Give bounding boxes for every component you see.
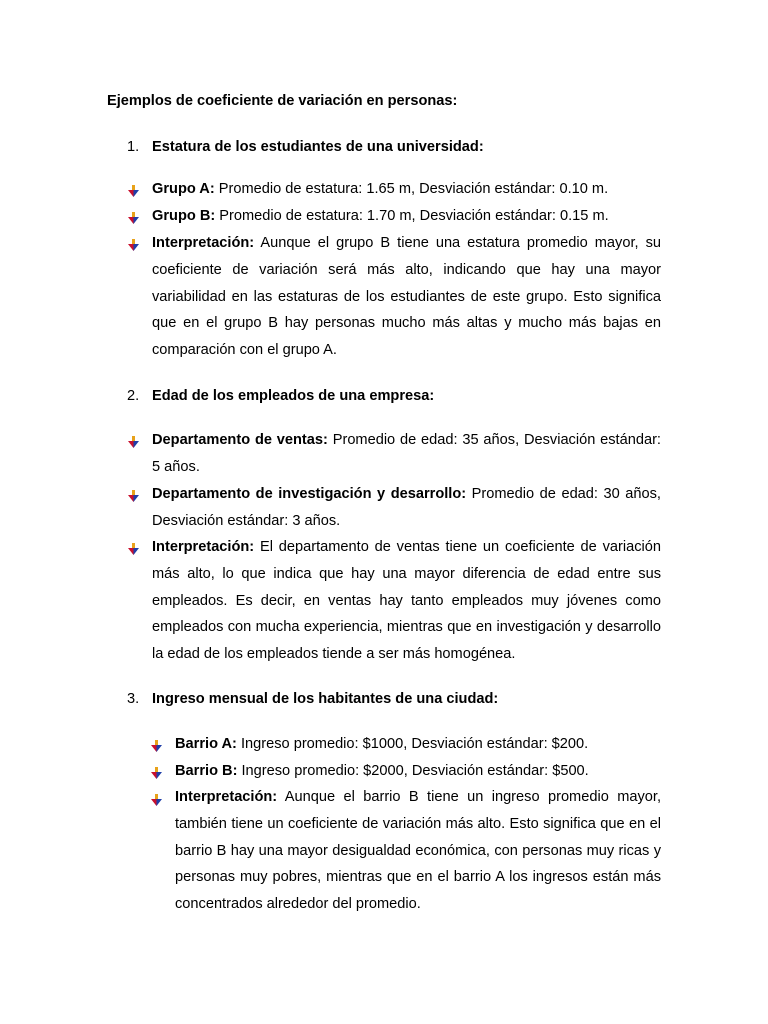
item-label: Departamento de ventas: (152, 432, 328, 448)
section-number: 2. (127, 388, 140, 404)
item-text: Aunque el grupo B tiene una estatura promedio mayor, su coeficiente de variación será más alto, indicando que hay una mayor variabilidad en las estaturas de los estudiantes de este grupo. Esto significa que en el grupo B hay personas mucho más altas y mucho más bajas en comparación con el grupo A. (152, 235, 661, 359)
arrow-bullet-icon (128, 185, 139, 197)
arrow-bullet-icon (151, 740, 162, 752)
arrow-bullet-icon (128, 543, 139, 555)
list-item (152, 534, 661, 668)
document-title: Ejemplos de coeficiente de variación en personas: (107, 93, 458, 109)
list-item (152, 176, 661, 203)
section-number: 1. (127, 139, 140, 155)
section-1-heading (127, 137, 667, 157)
arrow-bullet-icon (128, 436, 139, 448)
item-text: Promedio de estatura: 1.70 m, Desviación estándar: 0.15 m. (219, 208, 609, 224)
list-item (152, 427, 661, 481)
item-label: Grupo B: (152, 208, 216, 224)
item-text: El departamento de ventas tiene un coeficiente de variación más alto, lo que indica que hay una mayor diferencia de edad entre sus empleados. Es decir, en ventas hay tanto empleados muy jóvenes como empleados con mucha experiencia, mientras que en investigación y desarrollo la edad de los empleados tiende a ser más homogénea. (152, 539, 661, 663)
section-2-heading (127, 386, 667, 406)
item-label: Grupo A: (152, 181, 215, 197)
item-text: Promedio de edad: 35 años, Desviación estándar: 5 años. (152, 432, 661, 475)
item-label: Interpretación: (175, 789, 278, 805)
section-title: Estatura de los estudiantes de una universidad: (152, 139, 484, 155)
arrow-bullet-icon (128, 239, 139, 251)
item-text: Ingreso promedio: $2000, Desviación estándar: $500. (241, 763, 589, 779)
item-text: Ingreso promedio: $1000, Desviación estándar: $200. (240, 736, 589, 752)
section-title: Edad de los empleados de una empresa: (152, 388, 435, 404)
item-label: Interpretación: (152, 539, 255, 555)
item-text: Promedio de edad: 30 años, Desviación estándar: 3 años. (152, 486, 661, 529)
arrow-bullet-icon (128, 490, 139, 502)
list-item (152, 230, 661, 364)
item-label: Barrio B: (175, 763, 238, 779)
list-item (175, 758, 661, 785)
arrow-bullet-icon (151, 767, 162, 779)
item-label: Interpretación: (152, 235, 255, 251)
arrow-bullet-icon (151, 794, 162, 806)
item-label: Barrio A: (175, 736, 237, 752)
list-item (152, 203, 661, 230)
section-3-heading (127, 689, 667, 709)
item-text: Promedio de estatura: 1.65 m, Desviación estándar: 0.10 m. (218, 181, 609, 197)
list-item (175, 784, 661, 918)
list-item (175, 731, 661, 758)
arrow-bullet-icon (128, 212, 139, 224)
item-text: Aunque el barrio B tiene un ingreso promedio mayor, también tiene un coeficiente de variación más alto. Esto significa que en el barrio B hay una mayor desigualdad económica, con personas muy ricas y personas muy pobres, mientras que en el barrio A los ingresos están más concentrados alrededor del promedio. (175, 789, 661, 913)
list-item (152, 481, 661, 535)
item-label: Departamento de investigación y desarrollo: (152, 486, 467, 502)
section-number: 3. (127, 691, 140, 707)
section-title: Ingreso mensual de los habitantes de una ciudad: (152, 691, 499, 707)
